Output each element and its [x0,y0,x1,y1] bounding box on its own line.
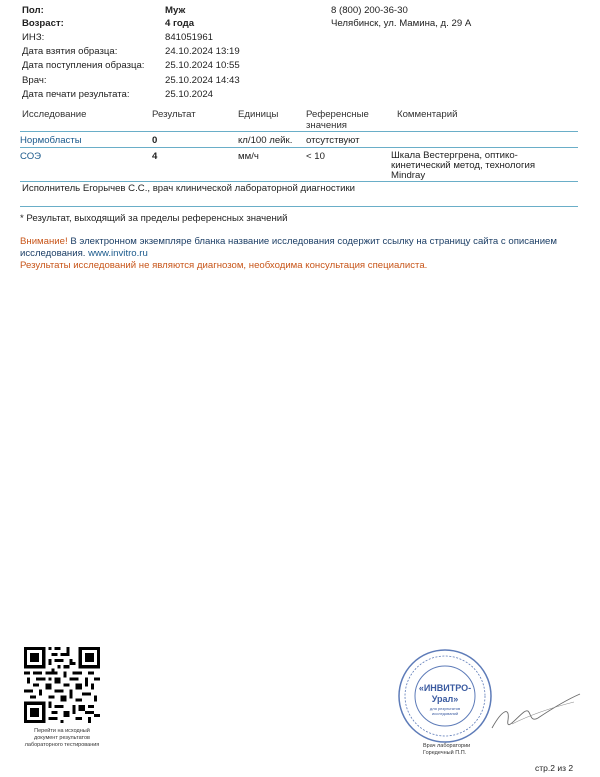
qr-caption-line: лабораторного тестирования [24,742,100,748]
signature-caption-line: Врач лаборатории [423,743,471,749]
row-name-normoblasts[interactable]: Нормобласты [20,135,82,146]
row-divider-2 [20,181,578,182]
comment-line: кинетический метод, технология [391,160,536,171]
signature-caption [423,743,483,757]
sex-value: Муж [165,5,186,16]
page-number: стр.2 из 2 [535,763,574,773]
header-ref-line2: значения [306,120,348,131]
header-divider [20,131,578,132]
header-ref-line1: Референсные [306,109,369,120]
stamp-sub1: для результатов [429,706,461,711]
signature [488,688,583,738]
sample-received-label: Дата поступления образца: [22,60,145,71]
row-divider-1 [20,147,578,148]
notice-text2: исследования. [20,248,89,259]
header-result: Результат [152,109,196,120]
notice-text1: В электронном экземпляре бланка название исследования содержит ссылку на страницу сайта с описанием [67,236,557,247]
doctor-value: 25.10.2024 14:43 [165,75,240,86]
inz-value: 841051961 [165,32,214,43]
lab-phone: 8 (800) 200-36-30 [331,5,408,16]
comment-line: Шкала Вестергрена, оптико- [391,150,518,161]
qr-caption [12,728,112,749]
sample-taken-value: 24.10.2024 13:19 [165,46,240,57]
row-ref-esr: < 10 [306,151,325,162]
row-comment-esr [391,151,535,181]
row-result-esr: 4 [152,151,158,162]
invitro-link[interactable]: www.invitro.ru [88,248,148,259]
sample-taken-label: Дата взятия образца: [22,46,118,57]
qr-caption-line: Перейти на исходный [34,728,90,734]
qr-caption-line: документ результатов [34,735,90,741]
stamp-line1: «ИНВИТРО- [418,683,472,693]
sample-received-value: 25.10.2024 10:55 [165,60,240,71]
age-label: Возраст: [22,18,64,29]
header-units: Единицы [238,109,279,120]
sex-label: Пол: [22,5,44,16]
qr-code[interactable] [24,647,100,723]
inz-label: ИНЗ: [22,32,45,43]
notice-line2 [20,248,148,259]
header-comment: Комментарий [397,109,458,120]
executor-divider [20,206,578,207]
notice-attention: Внимание! [20,236,68,247]
doctor-label: Врач: [22,75,47,86]
row-result-normoblasts: 0 [152,135,158,146]
signature-caption-line: Горедечный П.П. [423,750,467,756]
lab-address: Челябинск, ул. Мамина, д. 29 А [331,18,472,29]
footnote: * Результат, выходящий за пределы референсных значений [20,213,288,224]
row-units-esr: мм/ч [238,151,259,162]
age-value: 4 года [165,18,195,29]
printed-label: Дата печати результата: [22,89,130,100]
stamp-line2: Урал» [431,694,459,704]
comment-line: Mindray [391,170,426,181]
row-ref-normoblasts: отсутствуют [306,135,360,146]
row-units-normoblasts: кл/100 лейк. [238,135,293,146]
notice-line1 [20,236,557,247]
printed-value: 25.10.2024 [165,89,214,100]
row-name-esr[interactable]: СОЭ [20,151,42,162]
stamp-sub2: исследований [431,711,459,716]
header-study: Исследование [22,109,87,120]
lab-stamp [397,648,493,744]
notice-disclaimer: Результаты исследований не являются диагнозом, необходима консультация специалиста. [20,260,428,271]
executor: Исполнитель Егорычев С.С., врач клинической лабораторной диагностики [22,183,356,194]
